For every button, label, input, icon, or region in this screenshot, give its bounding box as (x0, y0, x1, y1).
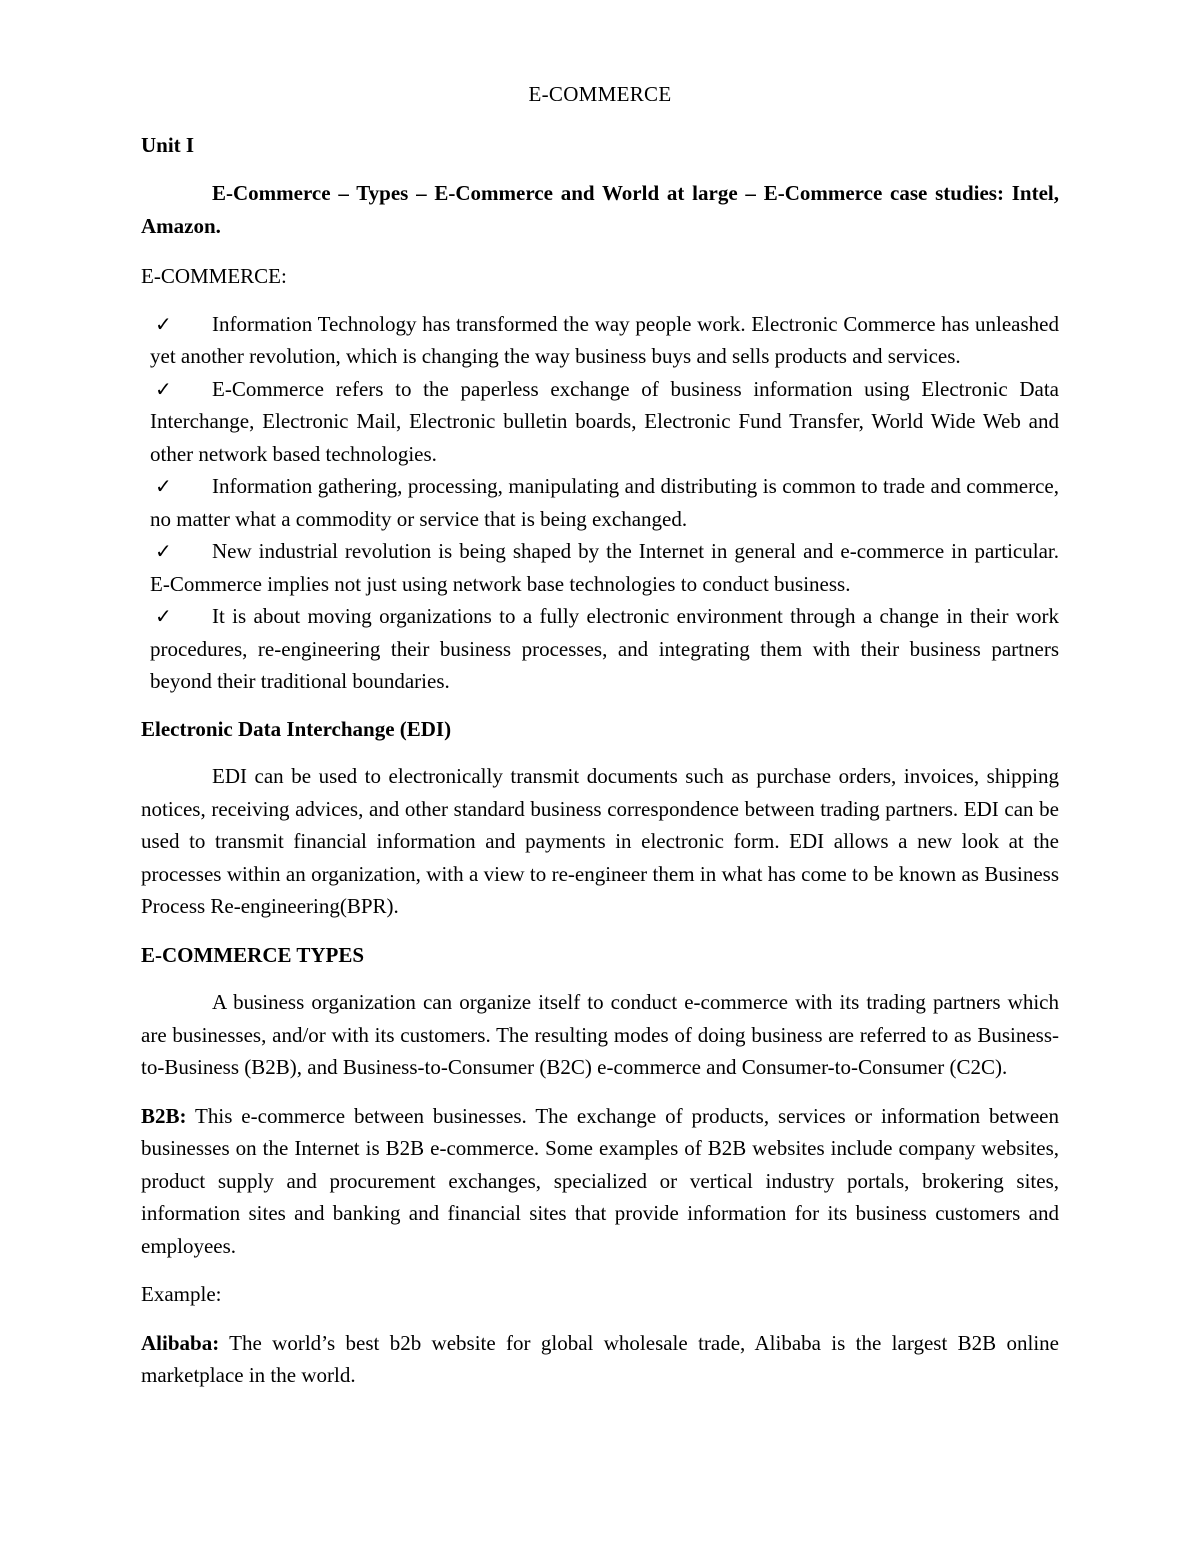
checklist-item-text: Information Technology has transformed the way people work. Electronic Commerce has unleashed yet another revolution, which is changing the way business buys and sells products and services. (150, 311, 1059, 368)
checklist-item-text: E-Commerce refers to the paperless exchange of business information using Electronic Data Interchange, Electronic Mail, Electronic bulletin boards, Electronic Fund Transfer, World Wide Web and other network based technologies. (150, 376, 1059, 466)
checklist-item (141, 373, 1059, 471)
check-icon: ✓ (155, 376, 172, 401)
checklist-item-text: New industrial revolution is being shaped by the Internet in general and e-commerce in particular. E-Commerce implies not just using network base technologies to conduct business. (150, 539, 1059, 596)
section-heading-edi: Electronic Data Interchange (EDI) (141, 716, 452, 741)
example-label: Example: (141, 1282, 222, 1306)
check-icon: ✓ (155, 539, 172, 563)
section-heading-types: E-COMMERCE TYPES (141, 942, 365, 967)
types-paragraph: A business organization can organize itself to conduct e-commerce with its trading partners which are businesses, and/or with its customers. The resulting modes of doing business are referred to as Business-to-Business (B2B), and Business-to-Consumer (B2C) e-commerce and Consumer-to-Consumer (C2C). (141, 990, 1059, 1079)
b2b-paragraph (141, 1100, 1059, 1263)
check-icon: ✓ (155, 311, 172, 336)
b2b-label: B2B: (141, 1103, 187, 1128)
document-title: E-COMMERCE (528, 82, 672, 106)
check-icon: ✓ (155, 604, 172, 628)
b2b-text: This e-commerce between businesses. The exchange of products, services or information between businesses on the Internet is B2B e-commerce. Some examples of B2B websites include company websites, product supply and procurement exchanges, specialized or vertical industry portals, brokering sites, information sites and banking and financial sites that provide information for its business customers and employees. (141, 1103, 1059, 1258)
unit-heading: Unit I (141, 132, 195, 157)
syllabus-text: E-Commerce – Types – E-Commerce and World at large – E-Commerce case studies: Intel, Amazon. (141, 181, 1059, 238)
section-heading-ecommerce: E-COMMERCE: (141, 264, 287, 288)
edi-paragraph: EDI can be used to electronically transmit documents such as purchase orders, invoices, shipping notices, receiving advices, and other standard business correspondence between trading partners. EDI can be used to transmit financial information and payments in electronic form. EDI allows a new look at the processes within an organization, with a view to re-engineer them in what has come to be known as Business Process Re-engineering(BPR). (141, 764, 1059, 918)
checklist-item (141, 308, 1059, 373)
document-page (141, 78, 1059, 1408)
checklist-item-text: It is about moving organizations to a fully electronic environment through a change in their work procedures, re-engineering their business processes, and integrating them with their business partners beyond their traditional boundaries. (150, 604, 1059, 693)
alibaba-label: Alibaba: (141, 1330, 220, 1355)
checklist-item (141, 535, 1059, 600)
alibaba-paragraph (141, 1327, 1059, 1392)
checklist-item-text: Information gathering, processing, manipulating and distributing is common to trade and commerce, no matter what a commodity or service that is being exchanged. (150, 474, 1059, 531)
alibaba-text: The world’s best b2b website for global wholesale trade, Alibaba is the largest B2B online marketplace in the world. (141, 1330, 1059, 1387)
checklist-item (141, 470, 1059, 535)
checklist-item (141, 600, 1059, 698)
check-icon: ✓ (155, 474, 172, 498)
ecommerce-checklist (141, 308, 1059, 698)
